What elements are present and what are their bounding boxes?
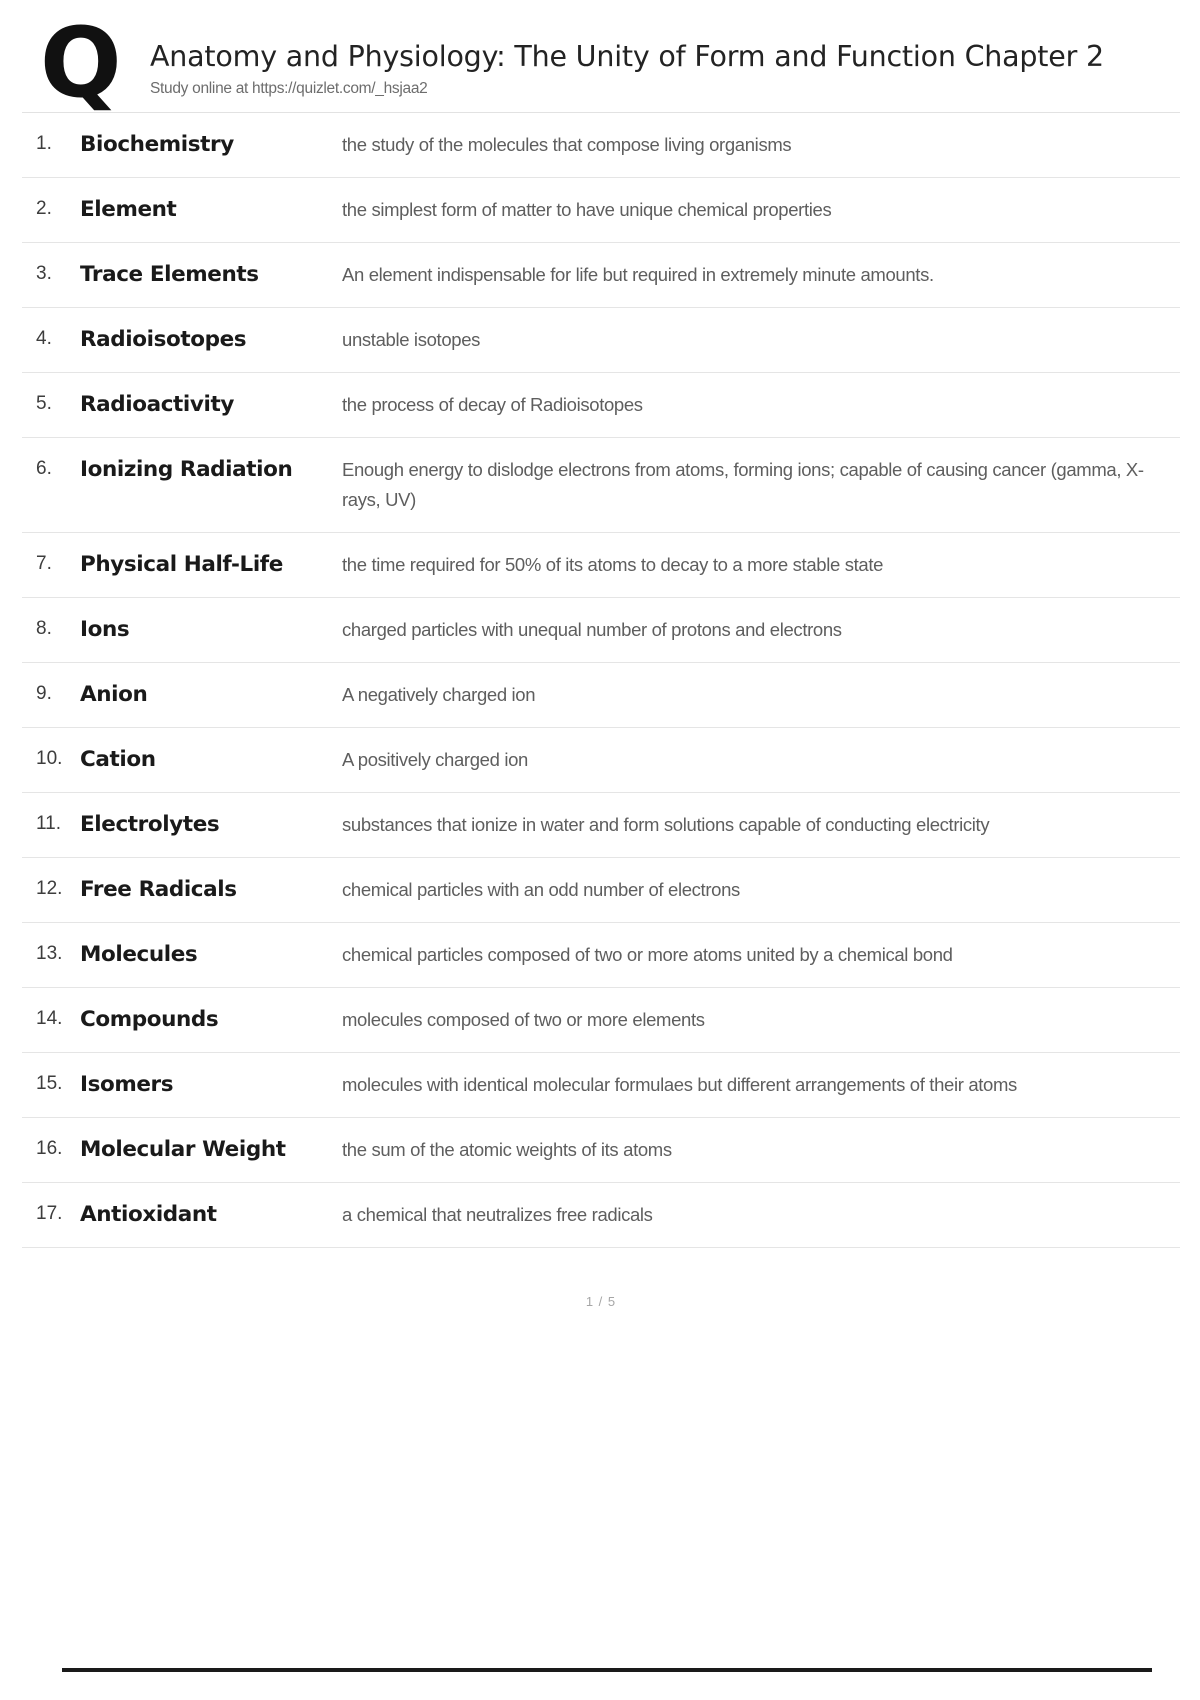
term-text: Free Radicals [80, 877, 237, 902]
row-number: 5. [36, 393, 52, 414]
definition-text: charged particles with unequal number of protons and electrons [342, 619, 842, 640]
table-row [22, 793, 1180, 858]
bottom-divider [62, 1668, 1152, 1672]
page-title: Anatomy and Physiology: The Unity of Form and Function Chapter 2 [150, 40, 1104, 73]
term-text: Element [80, 197, 177, 222]
row-number: 8. [36, 618, 52, 639]
definition-text: chemical particles composed of two or more atoms united by a chemical bond [342, 944, 953, 965]
row-number: 13. [36, 943, 63, 964]
row-number: 7. [36, 553, 52, 574]
term-text: Isomers [80, 1072, 174, 1097]
definition-text: the simplest form of matter to have unique chemical properties [342, 199, 832, 220]
definition-text: molecules with identical molecular formulaes but different arrangements of their atoms [342, 1074, 1017, 1095]
row-number: 2. [36, 198, 52, 219]
page-indicator: 1 / 5 [585, 1294, 617, 1309]
definition-text: substances that ionize in water and form solutions capable of conducting electricity [342, 814, 990, 835]
term-text: Physical Half-Life [80, 552, 283, 577]
table-row [22, 178, 1180, 243]
row-number: 17. [36, 1203, 63, 1224]
row-number: 1. [36, 133, 52, 154]
definition-text: A positively charged ion [342, 749, 528, 770]
table-row [22, 533, 1180, 598]
term-text: Molecules [80, 942, 198, 967]
term-text: Radioactivity [80, 392, 234, 417]
row-number: 6. [36, 458, 52, 479]
term-text: Electrolytes [80, 812, 220, 837]
term-text: Cation [80, 747, 156, 772]
definition-text: the time required for 50% of its atoms to decay to a more stable state [342, 554, 884, 575]
row-number: 11. [36, 813, 62, 834]
table-row [22, 308, 1180, 373]
definition-text: unstable isotopes [342, 329, 481, 350]
term-text: Molecular Weight [80, 1137, 286, 1162]
quizlet-logo-icon: Q [40, 7, 120, 119]
row-number: 14. [36, 1008, 63, 1029]
table-row [22, 1183, 1180, 1248]
row-number: 9. [36, 683, 52, 704]
term-text: Trace Elements [80, 262, 259, 287]
table-row [22, 728, 1180, 793]
table-row [22, 663, 1180, 728]
table-row [22, 988, 1180, 1053]
term-text: Compounds [80, 1007, 219, 1032]
definition-text: the sum of the atomic weights of its atoms [342, 1139, 672, 1160]
table-row [22, 243, 1180, 308]
row-number: 12. [36, 878, 63, 899]
table-row [22, 373, 1180, 438]
document-header [22, 7, 1180, 119]
terms-table [22, 112, 1180, 1248]
definition-text: An element indispensable for life but required in extremely minute amounts. [342, 264, 934, 285]
table-row [22, 113, 1180, 178]
definition-text: A negatively charged ion [342, 684, 536, 705]
row-number: 16. [36, 1138, 63, 1159]
table-row [22, 923, 1180, 988]
header-text-block [150, 40, 1160, 98]
definition-text: Enough energy to dislodge electrons from atoms, forming ions; capable of causing cancer (gamma, X-rays, UV) [342, 459, 1144, 510]
table-row [22, 598, 1180, 663]
row-number: 4. [36, 328, 52, 349]
term-text: Radioisotopes [80, 327, 247, 352]
definition-text: the process of decay of Radioisotopes [342, 394, 643, 415]
definition-text: molecules composed of two or more elements [342, 1009, 705, 1030]
definition-text: chemical particles with an odd number of electrons [342, 879, 740, 900]
term-text: Antioxidant [80, 1202, 217, 1227]
row-number: 10. [36, 748, 63, 769]
row-number: 15. [36, 1073, 63, 1094]
table-row [22, 438, 1180, 533]
definition-text: a chemical that neutralizes free radicals [342, 1204, 653, 1225]
term-text: Ions [80, 617, 130, 642]
term-text: Anion [80, 682, 148, 707]
term-text: Ionizing Radiation [80, 457, 293, 482]
study-link[interactable]: Study online at https://quizlet.com/_hsjaa2 [150, 80, 428, 97]
term-text: Biochemistry [80, 132, 234, 157]
definition-text: the study of the molecules that compose living organisms [342, 134, 792, 155]
study-guide-sheet [22, 7, 1180, 1494]
table-row [22, 1118, 1180, 1183]
table-row [22, 1053, 1180, 1118]
row-number: 3. [36, 263, 52, 284]
table-row [22, 858, 1180, 923]
